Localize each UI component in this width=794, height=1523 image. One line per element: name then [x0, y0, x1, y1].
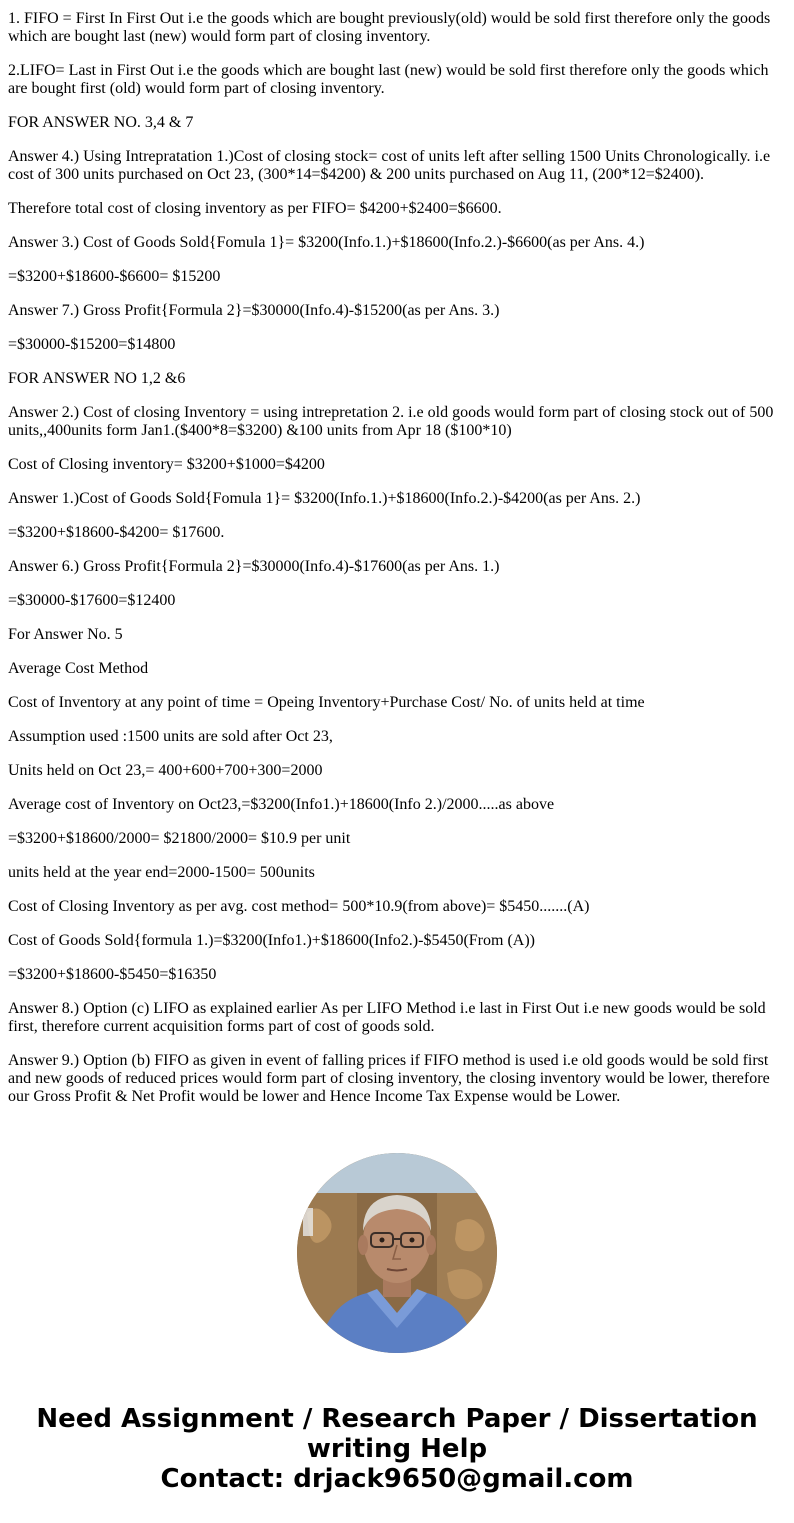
paragraph-answer-7-result: =$30000-$15200=$14800: [8, 336, 176, 353]
paragraph-answer-6: Answer 6.) Gross Profit{Formula 2}=$30000(Info.4)-$17600(as per Ans. 1.): [8, 558, 500, 575]
paragraph-fifo-definition: 1. FIFO = First In First Out i.e the goods which are bought previously(old) would be sold first therefore only the goods which are bought last (new) would form part of closing inventory.: [8, 10, 771, 45]
paragraph-cogs-avg: Cost of Goods Sold{formula 1.)=$3200(Info1.)+$18600(Info2.)-$5450(From (A)): [8, 932, 535, 949]
paragraph-closing-inventory-avg: Cost of Closing Inventory as per avg. cost method= 500*10.9(from above)= $5450.......(A): [8, 898, 590, 915]
paragraph-answer-4: Answer 4.) Using Intrepratation 1.)Cost of closing stock= cost of units left after selling 1500 Units Chronologically. i.e cost of 300 units purchased on Oct 23, (300*14=$4200) & 200 units purchased on Aug 11, (200*12=$2400).: [8, 148, 771, 183]
paragraph-average-cost-formula: Cost of Inventory at any point of time = Opeing Inventory+Purchase Cost/ No. of units held at time: [8, 694, 645, 711]
section-heading-5: For Answer No. 5: [8, 626, 123, 643]
paragraph-answer-2-result: Cost of Closing inventory= $3200+$1000=$4200: [8, 456, 325, 473]
avatar: [297, 1153, 497, 1353]
paragraph-units-held: Units held on Oct 23,= 400+600+700+300=2000: [8, 762, 323, 779]
paragraph-answer-3: Answer 3.) Cost of Goods Sold{Fomula 1}= $3200(Info.1.)+$18600(Info.2.)-$6600(as per Ans. 4.): [8, 234, 645, 251]
promo-line-2: writing Help: [306, 1434, 488, 1464]
paragraph-assumption: Assumption used :1500 units are sold after Oct 23,: [8, 728, 333, 745]
paragraph-average-cost: Average cost of Inventory on Oct23,=$3200(Info1.)+18600(Info 2.)/2000.....as above: [8, 796, 555, 813]
paragraph-average-cost-title: Average Cost Method: [8, 660, 149, 677]
paragraph-average-cost-result: =$3200+$18600/2000= $21800/2000= $10.9 per unit: [8, 830, 351, 847]
paragraph-cogs-avg-result: =$3200+$18600-$5450=$16350: [8, 966, 217, 983]
paragraph-answer-8: Answer 8.) Option (c) LIFO as explained earlier As per LIFO Method i.e last in First Out i.e new goods would be sold first, therefore current acquisition forms part of cost of goods sold.: [8, 1000, 766, 1035]
paragraph-units-year-end: units held at the year end=2000-1500= 500units: [8, 864, 315, 881]
paragraph-answer-7: Answer 7.) Gross Profit{Formula 2}=$30000(Info.4)-$15200(as per Ans. 3.): [8, 302, 500, 319]
section-heading-1-2-6: FOR ANSWER NO 1,2 &6: [8, 370, 186, 387]
paragraph-answer-6-result: =$30000-$17600=$12400: [8, 592, 176, 609]
person-portrait-icon: [297, 1153, 497, 1353]
paragraph-answer-1-result: =$3200+$18600-$4200= $17600.: [8, 524, 225, 541]
paragraph-lifo-definition: 2.LIFO= Last in First Out i.e the goods which are bought last (new) would be sold first therefore only the goods which are bought first (old) would form part of closing inventory.: [8, 62, 769, 97]
promo-banner: [0, 1404, 794, 1494]
promo-line-1: Need Assignment / Research Paper / Dissertation: [36, 1404, 758, 1434]
paragraph-answer-9: Answer 9.) Option (b) FIFO as given in event of falling prices if FIFO method is used i.e old goods would be sold first and new goods of reduced prices would form part of closing inventory, the closing inventory would be lower, therefore our Gross Profit & Net Profit would be lower and Hence Income Tax Expense would be Lower.: [8, 1052, 770, 1105]
paragraph-answer-3-result: =$3200+$18600-$6600= $15200: [8, 268, 221, 285]
section-heading-3-4-7: FOR ANSWER NO. 3,4 & 7: [8, 114, 194, 131]
promo-contact: Contact: drjack9650@gmail.com: [160, 1464, 634, 1494]
paragraph-fifo-total: Therefore total cost of closing inventory as per FIFO= $4200+$2400=$6600.: [8, 200, 502, 217]
paragraph-answer-1: Answer 1.)Cost of Goods Sold{Fomula 1}= $3200(Info.1.)+$18600(Info.2.)-$4200(as per Ans. 2.): [8, 490, 641, 507]
paragraph-answer-2: Answer 2.) Cost of closing Inventory = using intrepretation 2. i.e old goods would form part of closing stock out of 500 units,,400units form Jan1.($400*8=$3200) &100 units from Apr 18 ($100*10): [8, 404, 774, 439]
